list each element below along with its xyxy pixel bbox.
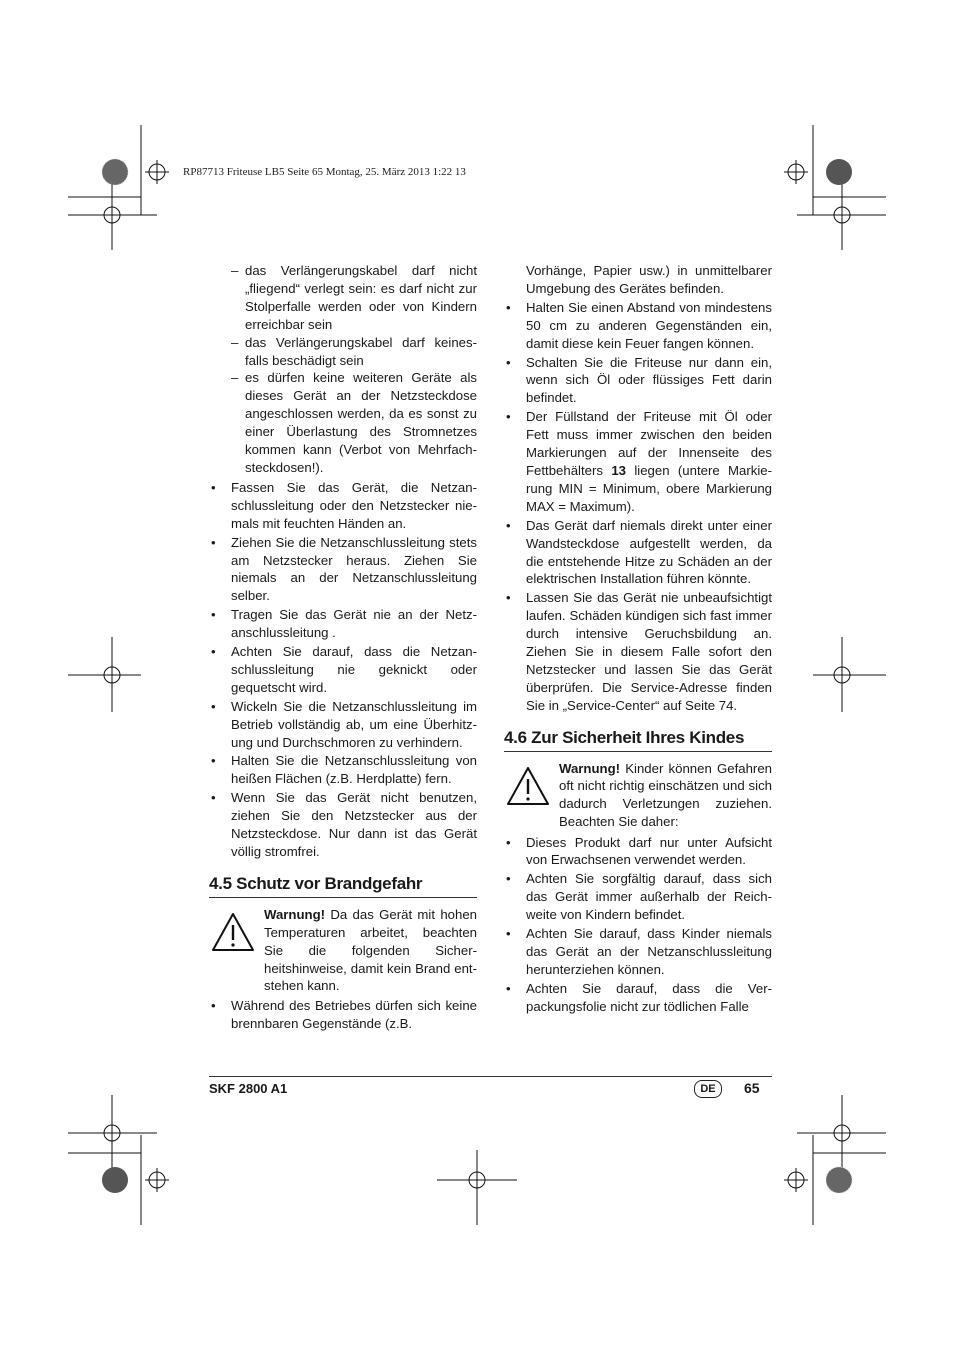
warning-box: [209, 906, 477, 996]
list-item: – das Verlängerungskabel darf keinesfalls beschädigt sein: [231, 334, 477, 370]
warning-text: Da das Gerät mit hohen Temperaturen arbeitet, beachten Sie die folgenden Sicherheitshinweise, damit kein Brand entstehen kann.: [264, 906, 477, 994]
list-item: • Das Gerät darf niemals direkt unter einer Wandsteckdose aufgestellt werden, da die entstehende Hitze zu Schäden an der elektrischen Installation führen könnte.: [504, 517, 772, 589]
footer-model: SKF 2800 A1: [209, 1081, 288, 1096]
language-badge: DE: [694, 1080, 722, 1098]
list-item: • Lassen Sie das Gerät nie unbeaufsichtigt laufen. Schäden kündigen sich fast immer durch intensive Geruchsbildung an. Ziehen Sie in diesem Falle sofort den Netzstecker und lassen Sie das Gerät überprüfen. Die Service-Adresse finden Sie in „Service-Center“ auf Seite 74.: [504, 589, 772, 714]
list-item: • Achten Sie darauf, dass Kinder niemals das Gerät an der Netzanschlussleitung herunterziehen können.: [504, 925, 772, 979]
bullet-list: [209, 997, 477, 1033]
list-item: • Tragen Sie das Gerät nie an der Netzanschlussleitung .: [209, 606, 477, 642]
page-number: 65: [744, 1080, 760, 1096]
list-item: • Ziehen Sie die Netzanschlussleitung stets am Netzstecker heraus. Ziehen Sie niemals an der Netzanschlussleitung selber.: [209, 534, 477, 606]
list-item: • Achten Sie darauf, dass die Verpackungsfolie nicht zur tödlichen Falle: [504, 980, 772, 1016]
list-item: • Wenn Sie das Gerät nicht benutzen, ziehen Sie den Netzstecker aus der Netzsteckdose. Nur dann ist das Gerät völlig stromfrei.: [209, 789, 477, 861]
bullet-list: [504, 834, 772, 1016]
list-item: • Während des Betriebes dürfen sich keine brennbaren Gegenstände (z.B.: [209, 997, 477, 1033]
warning-label: Warnung!: [559, 760, 621, 776]
warning-triangle-icon: [211, 912, 255, 952]
list-item: • Wickeln Sie die Netzanschlussleitung im Betrieb vollständig ab, um eine Überhitzung und Durchschmoren zu verhindern.: [209, 698, 477, 752]
section-heading: 4.5 Schutz vor Brandgefahr: [209, 875, 477, 898]
list-item: • Der Füllstand der Friteuse mit Öl oder Fett muss immer zwischen den beiden Markierungen auf der Innenseite des Fettbehälters 13 liegen (untere Markierung MIN = Minimum, obere Markierung MAX = Maximum).: [504, 408, 772, 515]
list-item: • Dieses Produkt darf nur unter Aufsicht von Erwachsenen verwendet werden.: [504, 834, 772, 870]
warning-box: [504, 760, 772, 832]
list-item: – es dürfen keine weiteren Geräte als dieses Gerät an der Netzsteckdose angeschlossen werden, da es sonst zu einer Überlastung des Stromnetzes kommen kann (Verbot von Mehrfachsteckdosen!).: [231, 369, 477, 476]
bullet-list: [504, 299, 772, 715]
list-item: • Halten Sie die Netzanschlussleitung von heißen Flächen (z.B. Herdplatte) fern.: [209, 752, 477, 788]
list-item: – das Verlängerungskabel darf nicht „fliegend“ verlegt sein: es darf nicht zur Stolperfalle werden oder von Kindern erreichbar sein: [231, 262, 477, 334]
dash-list: [231, 262, 477, 477]
reference-number: 13: [611, 462, 626, 478]
section-heading: 4.6 Zur Sicherheit Ihres Kindes: [504, 729, 772, 752]
footer-divider: [209, 1076, 772, 1077]
warning-triangle-icon: [506, 766, 550, 806]
warning-label: Warnung!: [264, 906, 326, 922]
warning-text: Kinder können Gefahren oft nicht richtig einschätzen und sich dadurch Verletzungen zuziehen. Beachten Sie daher:: [559, 760, 772, 830]
list-item: • Achten Sie darauf, dass die Netzanschlussleitung nie geknickt oder gequetscht wird.: [209, 643, 477, 697]
list-item: • Halten Sie einen Abstand von mindestens 50 cm zu anderen Gegenständen ein, damit diese kein Feuer fangen können.: [504, 299, 772, 353]
list-item: • Fassen Sie das Gerät, die Netzanschlussleitung oder den Netzstecker niemals mit feuchten Händen an.: [209, 479, 477, 533]
right-column: [504, 262, 772, 1017]
continuation-text: Vorhänge, Papier usw.) in unmittelbarer Umgebung des Gerätes befinden.: [526, 263, 772, 296]
bullet-list: [209, 479, 477, 861]
list-item: • Achten Sie sorgfältig darauf, dass sich das Gerät immer außerhalb der Reichweite von Kindern befindet.: [504, 870, 772, 924]
print-header: RP87713 Friteuse LB5 Seite 65 Montag, 25. März 2013 1:22 13: [183, 166, 466, 178]
left-column: [209, 262, 477, 1034]
list-item: • Schalten Sie die Friteuse nur dann ein, wenn sich Öl oder flüssiges Fett darin befindet.: [504, 354, 772, 408]
